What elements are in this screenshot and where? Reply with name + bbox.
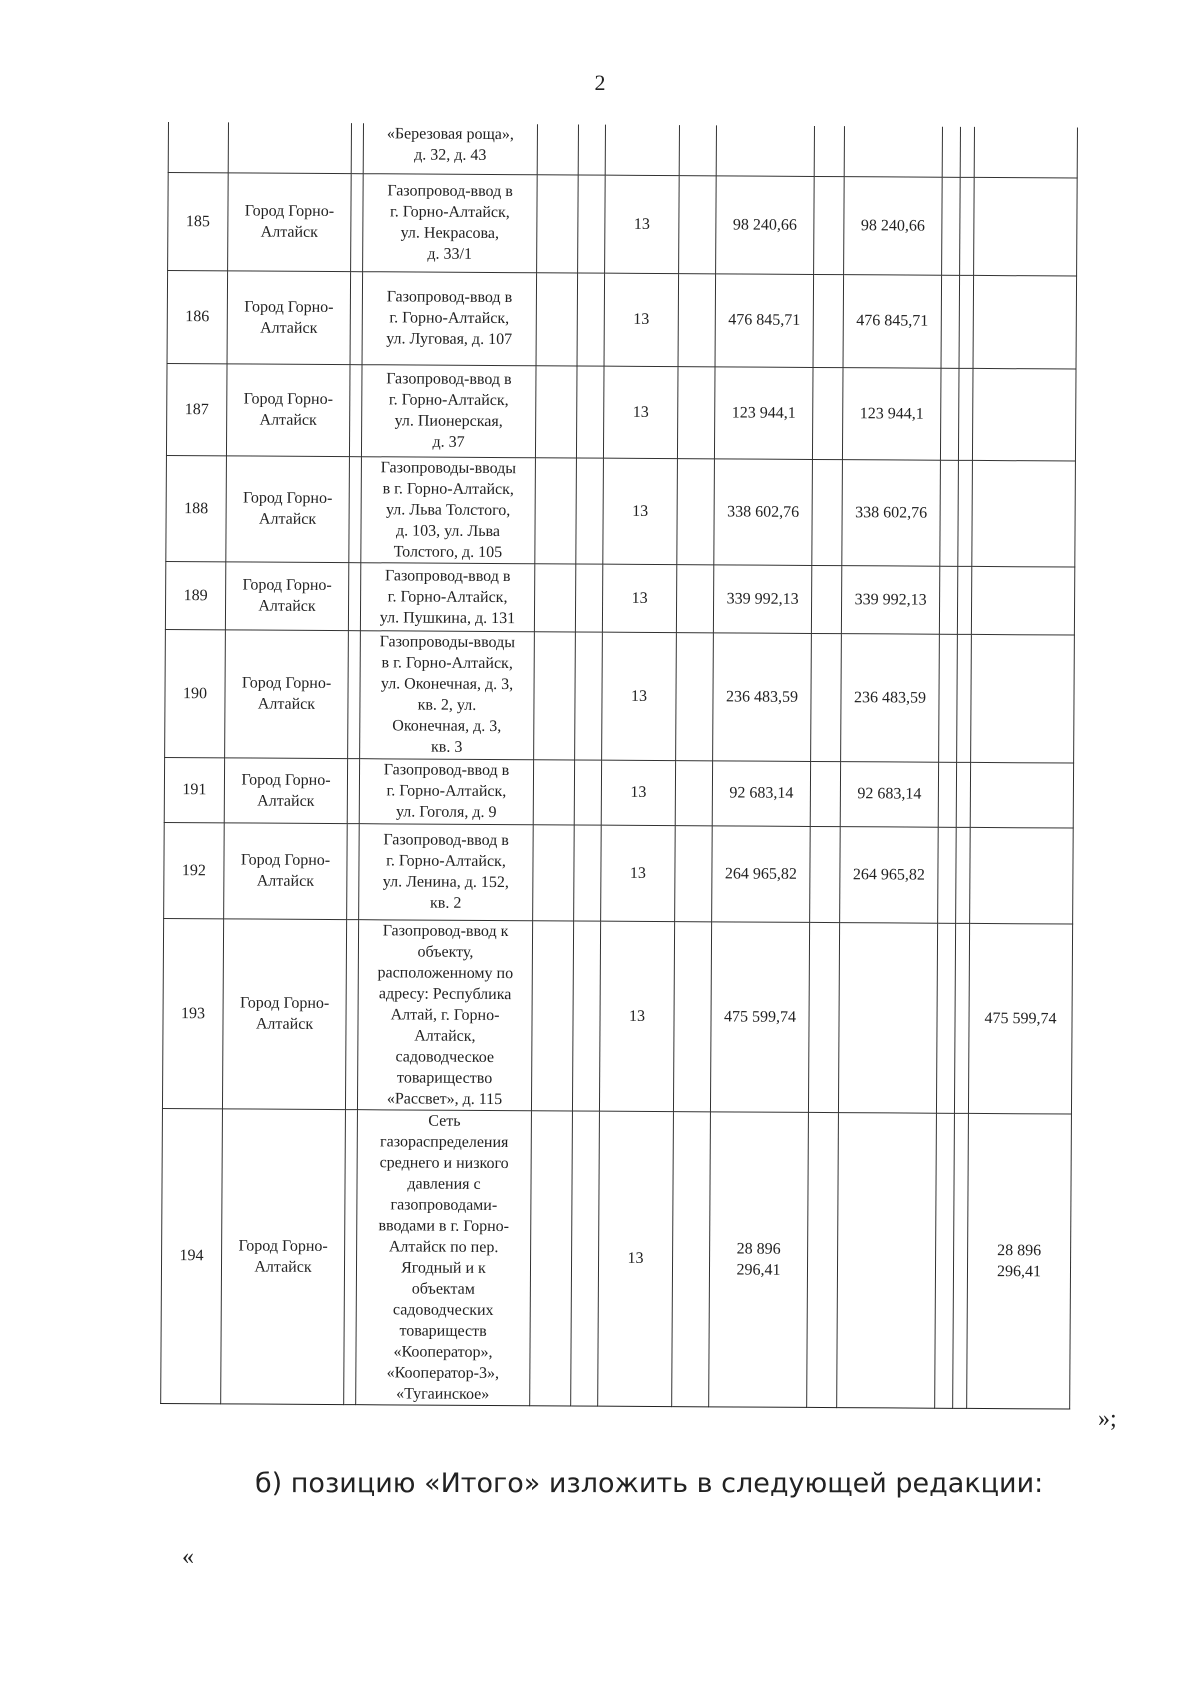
cell-municipality: Город Горно- Алтайск [224, 757, 347, 823]
cell-row-number: 186 [167, 270, 228, 363]
cell-amount-a: 339 992,13 [841, 565, 939, 634]
cell-empty [577, 273, 605, 366]
cell-empty [347, 758, 359, 823]
cell-municipality: Город Горно- Алтайск [226, 455, 350, 562]
cell-empty [576, 458, 604, 564]
cell-empty [814, 126, 844, 176]
cell-empty [576, 366, 604, 458]
table-row [165, 629, 1075, 763]
cell-row-number: 190 [165, 629, 226, 757]
cell-object: Газопровод-ввод к объекту, расположенному по адресу: Республика Алтай, г. Горно- Алтайск, садоводческое товарищество «Рассвет», д. 115 [357, 919, 532, 1110]
cell-object: Сеть газораспределения среднего и низкого давления с газопроводами- вводами в г. Горно- Алтайск по пер. Ягодный и к объектам садоводческих товариществ «Кооператор», «Кооператор-3», «Тугаинское» [356, 1109, 532, 1405]
table-row [168, 172, 1078, 276]
cell-amount-b: 28 896 296,41 [967, 1113, 1072, 1409]
table-row-continuation [168, 122, 1077, 178]
cell-empty [959, 275, 974, 368]
cell-municipality: Город Горно- Алтайск [222, 918, 346, 1109]
cell-empty [677, 366, 715, 458]
cell-empty [939, 566, 957, 634]
cell-total-amount: 236 483,59 [713, 632, 812, 761]
cell-amount-b [972, 460, 1076, 567]
cell-empty [575, 563, 602, 631]
cell-empty [578, 175, 606, 273]
cell-empty [349, 456, 362, 562]
cell-empty [958, 460, 973, 566]
cell-municipality: Город Горно- Алтайск [221, 1108, 346, 1404]
cell-empty [679, 125, 716, 175]
cell-row-number: 187 [166, 363, 227, 455]
cell-municipality: Город Горно- Алтайск [224, 822, 348, 919]
cell-object: Газопровод-ввод в г. Горно-Алтайск, ул. Некрасова, д. 33/1 [363, 173, 538, 272]
cell-empty [534, 563, 575, 631]
cell-municipality: Город Горно- Алтайск [226, 363, 350, 456]
cell-amount-a: 476 845,71 [843, 274, 942, 368]
table-row [162, 918, 1072, 1114]
cell-empty [678, 273, 716, 366]
cell-empty [938, 762, 956, 827]
cell-amount-a: 338 602,76 [842, 459, 941, 566]
cell-object: Газопровод-ввод в г. Горно-Алтайск, ул. Луговая, д. 107 [362, 271, 537, 365]
cell-empty [974, 127, 1077, 178]
cell-amount-a: 236 483,59 [841, 633, 940, 762]
cell-empty [533, 824, 575, 920]
table-row [166, 455, 1076, 567]
table-row [164, 757, 1073, 828]
cell-amount-b [970, 827, 1074, 924]
cell-empty [572, 920, 600, 1110]
cell-code: 13 [602, 632, 677, 760]
cell-municipality: Город Горно- Алтайск [225, 629, 349, 758]
cell-empty [571, 1110, 600, 1405]
cell-total-amount: 264 965,82 [712, 825, 811, 922]
cell-empty [537, 124, 578, 174]
cell-code: 13 [603, 366, 678, 458]
cell-empty [960, 127, 974, 177]
cell-object: «Березовая роща», д. 32, д. 43 [363, 123, 537, 174]
cell-empty [938, 827, 957, 923]
cell-empty [936, 923, 955, 1113]
cell-empty [807, 1112, 839, 1407]
cell-empty [957, 566, 971, 634]
table-row [164, 822, 1074, 924]
table-row [166, 363, 1076, 461]
cell-empty [535, 457, 577, 563]
cell-empty [533, 759, 574, 824]
cell-empty [813, 274, 844, 367]
cell-empty [534, 631, 576, 759]
cell-empty [814, 176, 845, 274]
cell-row-number: 193 [162, 918, 223, 1108]
cell-object: Газопроводы-вводы в г. Горно-Алтайск, ул. Льва Толстого, д. 103, ул. Льва Толстого, д. 105 [361, 456, 536, 563]
cell-object: Газопровод-ввод в г. Горно-Алтайск, ул. Гоголя, д. 9 [359, 758, 533, 824]
cell-empty [535, 365, 577, 457]
cell-empty [531, 920, 573, 1110]
cell-amount-a: 264 965,82 [840, 826, 939, 923]
cell-total-amount: 98 240,66 [716, 175, 815, 274]
cell-empty [673, 921, 711, 1111]
cell-amount-b [971, 634, 1075, 763]
cell-empty [677, 458, 715, 564]
cell-row-number: 192 [164, 822, 225, 918]
cell-amount-b [971, 566, 1074, 635]
cell-empty [675, 825, 713, 921]
cell-amount-a: 98 240,66 [844, 176, 943, 275]
cell-row-number: 191 [164, 757, 224, 822]
cell-empty [942, 177, 961, 275]
cell-object: Газопровод-ввод в г. Горно-Алтайск, ул. Ленина, д. 152, кв. 2 [359, 823, 534, 920]
cell-empty [347, 823, 360, 919]
cell-amount-b [974, 177, 1078, 276]
gas-pipeline-table [160, 122, 1078, 1409]
cell-object: Газопроводы-вводы в г. Горно-Алтайск, ул. Оконечная, д. 3, кв. 2, ул. Оконечная, д. 3, кв. 3 [360, 630, 535, 759]
cell-empty [812, 367, 843, 459]
cell-amount-a: 123 944,1 [842, 367, 941, 460]
cell-empty [351, 173, 364, 271]
cell-amount-a [838, 922, 937, 1113]
table-row [161, 1108, 1072, 1409]
cell-amount-a [837, 1112, 937, 1408]
cell-total-amount: 339 992,13 [713, 564, 811, 633]
cell-empty [574, 824, 602, 920]
cell-municipality: Город Горно- Алтайск [225, 561, 348, 630]
cell-empty [348, 562, 360, 630]
cell-empty [672, 1111, 711, 1406]
cell-empty [351, 123, 363, 173]
cell-total-amount: 475 599,74 [710, 921, 809, 1112]
cell-empty [675, 760, 712, 825]
cell-amount-b [970, 762, 1073, 828]
cell-empty [940, 460, 959, 566]
cell-empty [810, 826, 841, 922]
cell-object: Газопровод-ввод в г. Горно-Алтайск, ул. Пионерская, д. 37 [361, 364, 536, 457]
cell-code: 13 [599, 921, 674, 1111]
cell-total-amount: 28 896 296,41 [709, 1111, 809, 1407]
cell-code: 13 [604, 273, 679, 366]
cell-empty [844, 126, 942, 177]
cell-row-number: 188 [166, 455, 227, 561]
cell-empty [350, 271, 363, 364]
cell-empty [954, 923, 969, 1113]
cell-empty [957, 634, 972, 762]
table-row [165, 561, 1074, 635]
cell-code: 13 [603, 458, 678, 564]
cell-empty [676, 564, 713, 632]
cell-row-number: 189 [165, 561, 225, 629]
cell-empty [530, 1110, 573, 1405]
cell-empty [605, 125, 679, 175]
cell-empty [716, 125, 814, 176]
page-number: 2 [594, 70, 606, 95]
cell-empty [676, 632, 714, 760]
cell-empty [810, 761, 840, 826]
cell-empty [808, 922, 839, 1112]
cell-code: 13 [605, 175, 680, 273]
cell-empty [935, 1113, 955, 1408]
cell-empty [578, 125, 605, 175]
cell-empty [168, 122, 228, 172]
cell-empty [958, 368, 973, 460]
cell-empty [941, 275, 960, 368]
cell-empty [940, 368, 959, 460]
instruction-text: б) позицию «Итого» изложить в следующей редакции: [255, 1468, 1044, 1499]
cell-code: 13 [601, 825, 676, 921]
cell-code: 13 [601, 760, 675, 825]
cell-object: Газопровод-ввод в г. Горно-Алтайск, ул. Пушкина, д. 131 [360, 562, 534, 631]
cell-row-number: 185 [168, 172, 229, 270]
cell-empty [939, 634, 958, 762]
cell-amount-b [973, 275, 1077, 369]
cell-empty [574, 759, 601, 824]
cell-empty [811, 633, 842, 761]
cell-empty [811, 565, 841, 633]
opening-quote-mark: « [182, 1544, 194, 1570]
cell-municipality: Город Горно- Алтайск [227, 270, 351, 364]
cell-row-number: 194 [161, 1108, 223, 1403]
cell-total-amount: 92 683,14 [712, 760, 810, 826]
cell-amount-b: 475 599,74 [968, 923, 1072, 1114]
cell-code: 13 [598, 1111, 674, 1406]
closing-quote-mark: »; [1098, 1406, 1117, 1432]
cell-empty [349, 364, 362, 456]
cell-empty [679, 175, 717, 273]
cell-empty [942, 127, 960, 177]
cell-empty [575, 631, 603, 759]
cell-empty [348, 630, 361, 758]
cell-empty [956, 827, 971, 923]
cell-empty [956, 762, 970, 827]
cell-amount-a: 92 683,14 [840, 761, 938, 827]
table-row [167, 270, 1077, 369]
cell-total-amount: 123 944,1 [714, 366, 813, 459]
cell-municipality: Город Горно- Алтайск [228, 172, 352, 271]
cell-empty [536, 272, 578, 365]
cell-empty [537, 174, 579, 272]
cell-empty [960, 177, 975, 275]
cell-code: 13 [602, 564, 676, 632]
cell-empty [812, 459, 843, 565]
cell-amount-b [972, 368, 1076, 461]
cell-empty [228, 122, 351, 173]
cell-total-amount: 476 845,71 [715, 273, 814, 367]
cell-total-amount: 338 602,76 [714, 458, 813, 565]
